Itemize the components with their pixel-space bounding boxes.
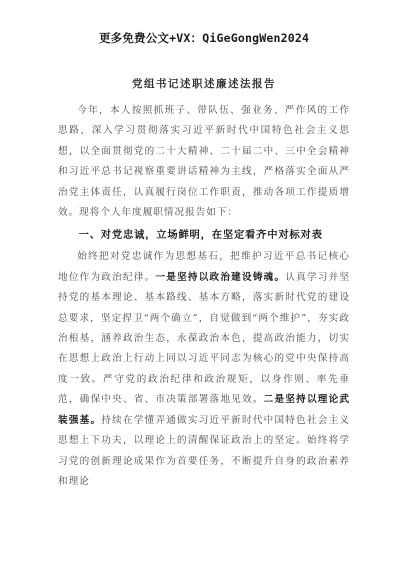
section-heading: 一、对党忠诚，立场鲜明，在坚定看齐中对标对表 (78, 229, 323, 242)
paragraph-text-tail: 持续在学懂弄通做实习近平新时代中国特色社会主义思想上下功夫，以理论上的清醒保证政治上的坚定。始终将学习党的创新理论成果作为首要任务，不断提升自身的政治素养和理论 (58, 414, 351, 487)
promo-banner: 更多免费公文+VX：QiGeGongWen2024 (98, 31, 310, 45)
emphasis-text: 一是坚持以政治建设铸魂。 (155, 271, 286, 283)
body-paragraph (58, 247, 350, 492)
paragraph-text-lead: 始终把对党忠诚作为思想基石，把维护习近平总书记核心地位作为政治纪律。 (58, 251, 350, 283)
document-title: 党组书记述职述廉述法报告 (132, 78, 276, 90)
emphasis-text: 二是坚持以理论武装强基。 (58, 394, 351, 426)
paragraph-text-mid: 认真学习并坚持党的基本理论、基本路线、基本方略，落实新时代党的建设总要求，坚定捍卫“两个确立”，自觉做到“两个维护”，夯实政治根基，涵养政治生态，永葆政治本色，提高政治能力，切实在思想上政治上行动上同以习近平同志为核心的党中央保持高度一致。严守党的政治纪律和政治规矩，以身作则、率先垂范，确保中央、省、市决策部署落地见效。 (58, 271, 351, 406)
intro-paragraph: 今年，本人按照抓班子、带队伍、强业务、严作风的工作思路，深入学习贯彻落实习近平新时代中国特色社会主义思想，以全面贯彻党的二十大精神、二十届二中、三中全会精神和习近平总书记视察重要讲话精神为主线，严格落实全面从严治党主体责任，认真履行岗位工作职责，推动各项工作提质增效。现将个人年度履职情况报告如下： (58, 105, 350, 219)
